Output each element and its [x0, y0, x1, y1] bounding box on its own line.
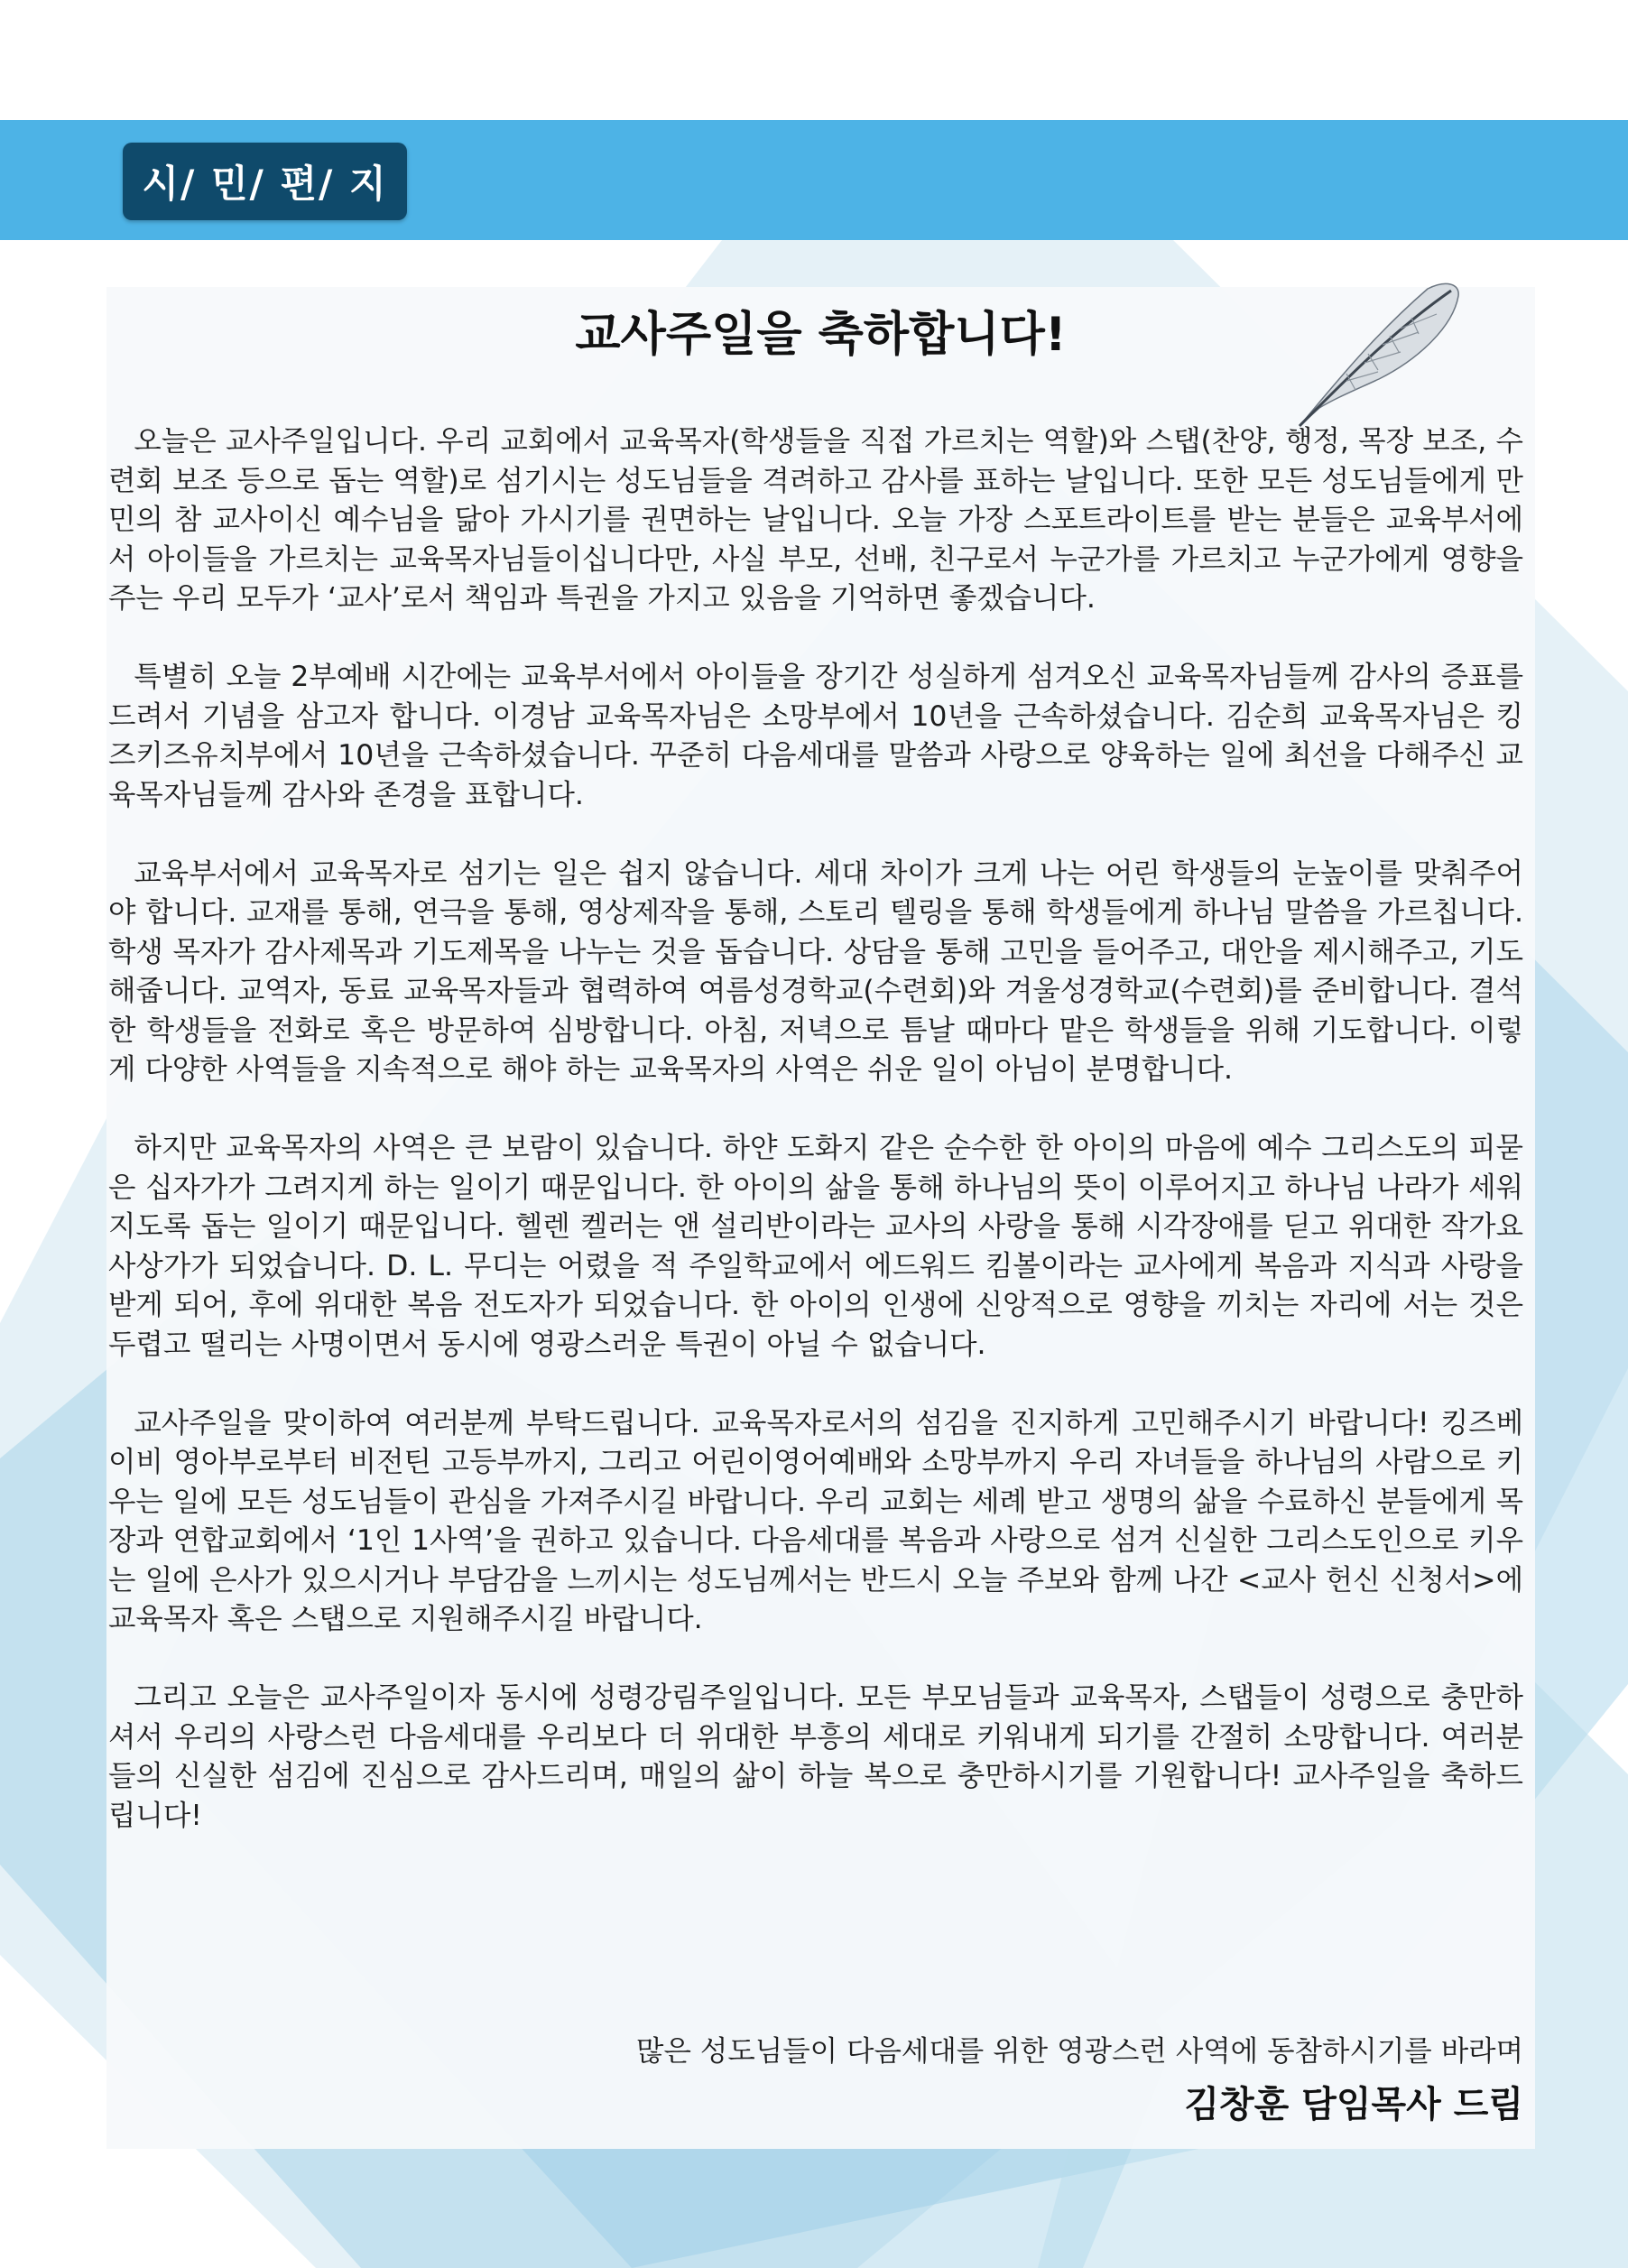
section-badge: 시/ 민/ 편/ 지 [123, 143, 407, 220]
paragraph: 특별히 오늘 2부예배 시간에는 교육부서에서 아이들을 장기간 성실하게 섬겨오신 교육목자님들께 감사의 증표를 드려서 기념을 삼고자 합니다. 이경남 교육목자님은 소망부에서 10년을 근속하셨습니다. 김순희 교육목자님은 킹즈키즈유치부에서 10년을 근속하셨습니다. 꾸준히 다음세대를 말씀과 사랑으로 양육하는 일에 최선을 다해주신 교육목자님들께 감사와 존경을 표합니다. [108, 661, 1523, 811]
paragraph: 그리고 오늘은 교사주일이자 동시에 성령강림주일입니다. 모든 부모님들과 교육목자, 스탭들이 성령으로 충만하셔서 우리의 사랑스런 다음세대를 우리보다 더 위대한 부흥의 세대로 키워내게 되기를 간절히 소망합니다. 여러분들의 신실한 섬김에 진심으로 감사드리며, 매일의 삶이 하늘 복으로 충만하시기를 기원합니다! 교사주일을 축하드립니다! [108, 1681, 1523, 1832]
paragraph: 하지만 교육목자의 사역은 큰 보람이 있습니다. 하얀 도화지 같은 순수한 한 아이의 마음에 예수 그리스도의 피묻은 십자가가 그려지게 하는 일이기 때문입니다. 한 아이의 삶을 통해 하나님의 뜻이 이루어지고 하나님 나라가 세워지도록 돕는 일이기 때문입니다. 헬렌 켈러는 앤 설리반이라는 교사의 사랑을 통해 시각장애를 딛고 위대한 작가요 사상가가 되었습니다. D. L. 무디는 어렸을 적 주일학교에서 에드워드 킴볼이라는 교사에게 복음과 지식과 사랑을 받게 되어, 후에 위대한 복음 전도자가 되었습니다. 한 아이의 인생에 신앙적으로 영향을 끼치는 자리에 서는 것은 두렵고 떨리는 사명이면서 동시에 영광스러운 특권이 아닐 수 없습니다. [108, 1132, 1523, 1361]
feather-icon [1292, 273, 1464, 430]
paragraph: 교사주일을 맞이하여 여러분께 부탁드립니다. 교육목자로서의 섬김을 진지하게 고민해주시기 바랍니다! 킹즈베이비 영아부로부터 비전틴 고등부까지, 그리고 어린이영어예배와 소망부까지 우리 자녀들을 하나님의 사람으로 키우는 일에 모든 성도님들이 관심을 가져주시길 바랍니다. 우리 교회는 세례 받고 생명의 삶을 수료하신 분들에게 목장과 연합교회에서 ‘1인 1사역’을 권하고 있습니다. 다음세대를 복음과 사랑으로 섬겨 신실한 그리스도인으로 키우는 일에 은사가 있으시거나 부담감을 느끼시는 성도님께서는 반드시 오늘 주보와 함께 나간 <교사 헌신 신청서>에 교육목자 혹은 스탭으로 지원해주시길 바랍니다. [108, 1406, 1523, 1635]
closing-line: 많은 성도님들이 다음세대를 위한 영광스런 사역에 동참하시기를 바라며 [636, 2035, 1523, 2068]
letter-title: 교사주일을 축하합니다! [575, 308, 1067, 362]
letter-body [108, 422, 1523, 1875]
signature: 김창훈 담임목사 드림 [1184, 2084, 1523, 2125]
paragraph: 교육부서에서 교육목자로 섬기는 일은 쉽지 않습니다. 세대 차이가 크게 나는 어린 학생들의 눈높이를 맞춰주어야 합니다. 교재를 통해, 연극을 통해, 영상제작을 통해, 스토리 텔링을 통해 학생들에게 하나님 말씀을 가르칩니다. 학생 목자가 감사제목과 기도제목을 나누는 것을 돕습니다. 상담을 통해 고민을 들어주고, 대안을 제시해주고, 기도해줍니다. 교역자, 동료 교육목자들과 협력하여 여름성경학교(수련회)와 겨울성경학교(수련회)를 준비합니다. 결석한 학생들을 전화로 혹은 방문하여 심방합니다. 아침, 저녁으로 틈날 때마다 맡은 학생들을 위해 기도합니다. 이렇게 다양한 사역들을 지속적으로 해야 하는 교육목자의 사역은 쉬운 일이 아님이 분명합니다. [108, 856, 1523, 1086]
paragraph: 오늘은 교사주일입니다. 우리 교회에서 교육목자(학생들을 직접 가르치는 역할)와 스탭(찬양, 행정, 목장 보조, 수련회 보조 등으로 돕는 역할)로 섬기시는 성도님들을 격려하고 감사를 표하는 날입니다. 또한 모든 성도님들에게 만민의 참 교사이신 예수님을 닮아 가시기를 권면하는 날입니다. 오늘 가장 스포트라이트를 받는 분들은 교육부서에서 아이들을 가르치는 교육목자님들이십니다만, 사실 부모, 선배, 친구로서 누군가를 가르치고 누군가에게 영향을 주는 우리 모두가 ‘교사’로서 책임과 특권을 가지고 있음을 기억하면 좋겠습니다. [108, 425, 1523, 615]
